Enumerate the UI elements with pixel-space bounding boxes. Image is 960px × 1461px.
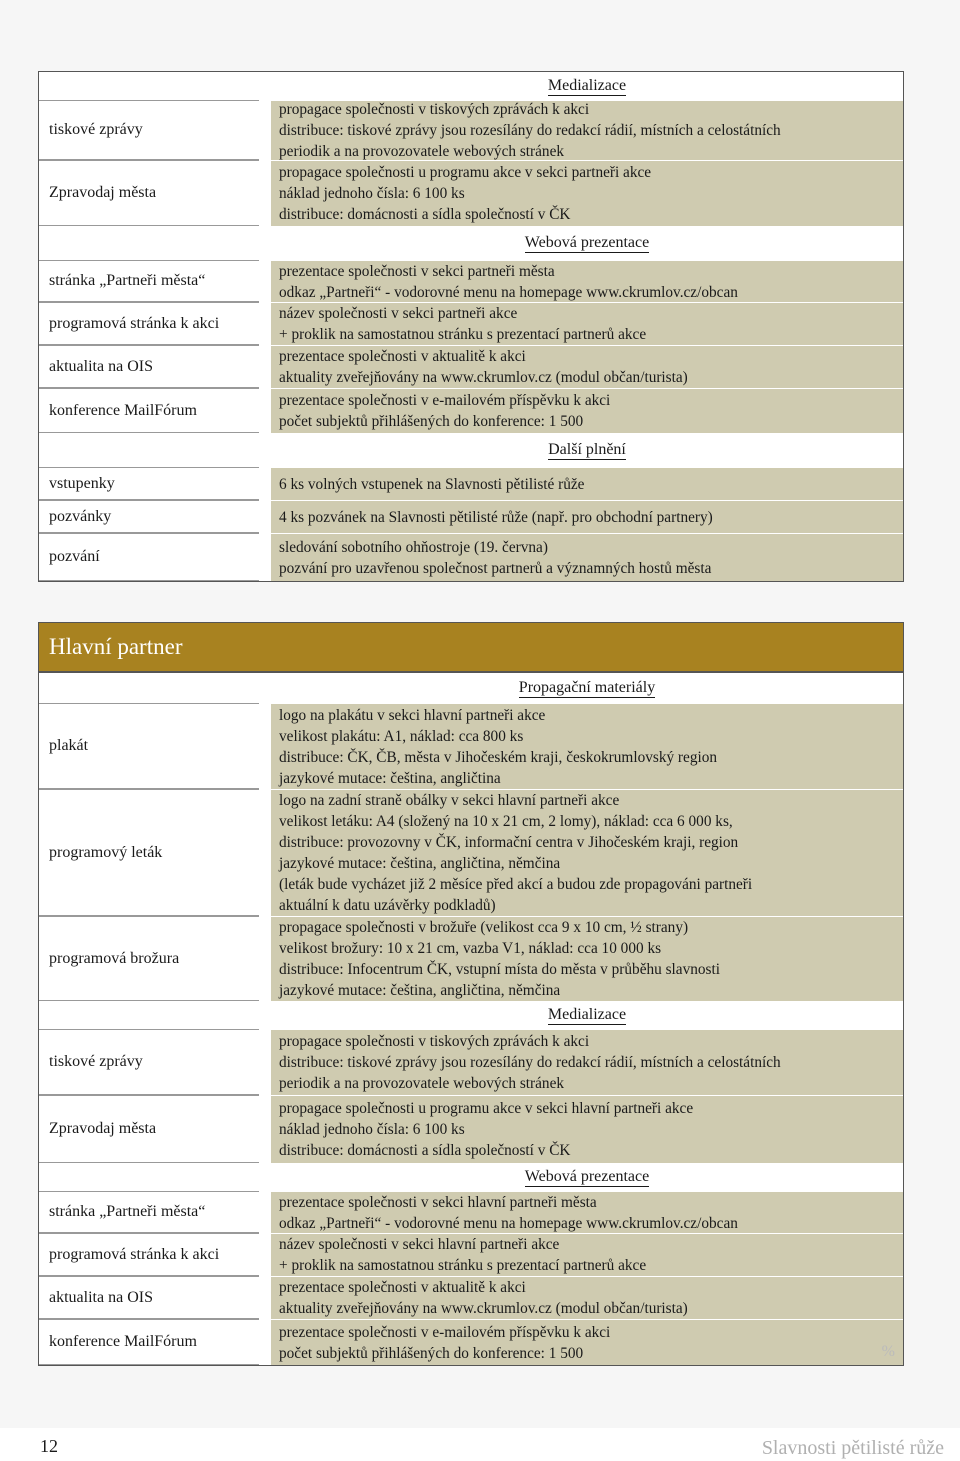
row-description — [271, 500, 903, 533]
description-line: (leták bude vycházet již 2 měsíce před akcí a budou zde propagováni partneři — [279, 876, 753, 893]
row-description — [271, 703, 903, 789]
description-line: aktuální k datu uzávěrky podkladů) — [279, 897, 496, 914]
section-header-medializace — [271, 72, 903, 100]
row-description — [271, 1276, 903, 1319]
description-line: prezentace společnosti v aktualitě k akci — [279, 348, 526, 365]
row-label: pozvání — [39, 533, 259, 581]
description-line: náklad jednoho čísla: 6 100 ks — [279, 185, 465, 202]
row-description — [271, 1233, 903, 1276]
row-description — [271, 1095, 903, 1163]
description-line: prezentace společnosti v e-mailovém příspěvku k akci — [279, 392, 611, 409]
section-header-label: Medializace — [547, 1006, 627, 1023]
section-title: Hlavní partner — [38, 622, 904, 672]
description-line: jazykové mutace: čeština, angličtina — [279, 769, 501, 787]
row-label: tiskové zprávy — [39, 1029, 259, 1095]
section-header-label: Webová prezentace — [524, 234, 650, 251]
row-description — [271, 1319, 903, 1365]
section-header-label: Webová prezentace — [524, 1168, 650, 1185]
row-description — [271, 533, 903, 581]
percent-mark: % — [881, 1343, 895, 1360]
row-label: konference MailFórum — [39, 1319, 259, 1365]
row-description — [271, 789, 903, 916]
row-label: stránka „Partneři města“ — [39, 260, 259, 302]
row-description — [271, 1029, 903, 1095]
description-line: distribuce: tiskové zprávy jsou rozesílány do redakcí rádií, místních a celostátních — [279, 1054, 781, 1071]
row-label: aktualita na OIS — [39, 1276, 259, 1319]
description-line: odkaz „Partneři“ - vodorovné menu na homepage www.ckrumlov.cz/obcan — [279, 1214, 738, 1232]
description-line: logo na plakátu v sekci hlavní partneři akce — [279, 706, 546, 724]
section-header-label: Medializace — [547, 77, 627, 94]
description-line: aktuality zveřejňovány na www.ckrumlov.cz (modul občan/turista) — [279, 369, 688, 386]
description-line: + proklik na samostatnou stránku s prezentací partnerů akce — [279, 1257, 647, 1274]
description-line: propagace společnosti v tiskových zprávách k akci — [279, 1033, 590, 1050]
description-line: pozvání pro uzavřenou společnost partnerů a významných hostů města — [279, 559, 712, 577]
description-line: sledování sobotního ohňostroje (19. června) — [279, 538, 548, 556]
description-line: propagace společnosti v brožuře (velikost cca 9 x 10 cm, ½ strany) — [279, 919, 689, 936]
description-line: distribuce: domácnosti a sídla společností v ČK — [279, 206, 571, 223]
row-label: vstupenky — [39, 467, 259, 500]
description-line: + proklik na samostatnou stránku s prezentací partnerů akce — [279, 326, 647, 343]
description-line: prezentace společnosti v sekci partneři města — [279, 262, 555, 280]
row-description — [271, 260, 903, 302]
row-description — [271, 1191, 903, 1233]
description-line: 6 ks volných vstupenek na Slavnosti pětilisté růže — [279, 475, 585, 493]
row-label: aktualita na OIS — [39, 345, 259, 388]
description-line: název společnosti v sekci hlavní partneři akce — [279, 1236, 560, 1253]
description-line: jazykové mutace: čeština, angličtina, němčina — [279, 982, 561, 999]
description-line: distribuce: tiskové zprávy jsou rozesílány do redakcí rádií, místních a celostátních — [279, 122, 781, 139]
description-line: prezentace společnosti v aktualitě k akci — [279, 1279, 526, 1296]
footer-title: Slavnosti pětilisté růže — [761, 1437, 944, 1459]
row-label: tiskové zprávy — [39, 100, 259, 160]
description-line: periodik a na provozovatele webových stránek — [279, 1075, 565, 1092]
section-header-propag — [271, 673, 903, 703]
section-header-web — [271, 1163, 903, 1191]
row-description — [271, 100, 903, 160]
row-label: pozvánky — [39, 500, 259, 533]
description-line: náklad jednoho čísla: 6 100 ks — [279, 1121, 465, 1138]
row-description — [271, 467, 903, 500]
description-line: prezentace společnosti v e-mailovém příspěvku k akci — [279, 1323, 611, 1341]
row-description — [271, 160, 903, 226]
section-header-dalsi — [271, 433, 903, 467]
description-line: počet subjektů přihlášených do konference: 1 500 — [279, 413, 584, 430]
description-line: propagace společnosti u programu akce v sekci hlavní partneři akce — [279, 1100, 694, 1117]
page-number: 12 — [40, 1436, 58, 1456]
section-header-medializace — [271, 1001, 903, 1029]
row-label: Zpravodaj města — [39, 1095, 259, 1163]
row-description — [271, 302, 903, 345]
row-label: stránka „Partneři města“ — [39, 1191, 259, 1233]
section-header-label: Propagační materiály — [518, 679, 656, 696]
row-description — [271, 916, 903, 1001]
description-line: jazykové mutace: čeština, angličtina, němčina — [279, 855, 561, 872]
row-label: konference MailFórum — [39, 388, 259, 433]
section-header-label: Další plnění — [548, 441, 626, 458]
description-line: velikost brožury: 10 x 21 cm, vazba V1, náklad: cca 10 000 ks — [279, 940, 662, 957]
description-line: distribuce: provozovny v ČK, informační centra v Jihočeském kraji, region — [279, 834, 739, 851]
section-header-web — [271, 226, 903, 260]
row-label: Zpravodaj města — [39, 160, 259, 226]
row-label: programová stránka k akci — [39, 302, 259, 345]
description-line: počet subjektů přihlášených do konference: 1 500 — [279, 1344, 584, 1362]
description-line: distribuce: domácnosti a sídla společností v ČK — [279, 1142, 571, 1159]
main-partner-table — [38, 672, 904, 1366]
row-label: programový leták — [39, 789, 259, 916]
row-label: programová stránka k akci — [39, 1233, 259, 1276]
row-label: plakát — [39, 703, 259, 789]
description-line: aktuality zveřejňovány na www.ckrumlov.cz (modul občan/turista) — [279, 1300, 688, 1317]
description-line: periodik a na provozovatele webových stránek — [279, 143, 565, 160]
description-line: distribuce: Infocentrum ČK, vstupní místa do města v průběhu slavnosti — [279, 961, 720, 978]
description-line: odkaz „Partneři“ - vodorovné menu na homepage www.ckrumlov.cz/obcan — [279, 283, 738, 301]
description-line: prezentace společnosti v sekci hlavní partneři města — [279, 1193, 597, 1211]
row-label: programová brožura — [39, 916, 259, 1001]
description-line: 4 ks pozvánek na Slavnosti pětilisté růže (např. pro obchodní partnery) — [279, 508, 713, 526]
row-description — [271, 345, 903, 388]
description-line: distribuce: ČK, ČB, města v Jihočeském kraji, českokrumlovský region — [279, 748, 718, 766]
description-line: propagace společnosti v tiskových zprávách k akci — [279, 101, 590, 118]
description-line: velikost letáku: A4 (složený na 10 x 21 cm, 2 lomy), náklad: cca 6 000 ks, — [279, 813, 733, 830]
description-line: velikost plakátu: A1, náklad: cca 800 ks — [279, 727, 524, 745]
row-description — [271, 388, 903, 433]
description-line: logo na zadní straně obálky v sekci hlavní partneři akce — [279, 792, 620, 809]
partner-table — [38, 71, 904, 582]
description-line: název společnosti v sekci partneři akce — [279, 305, 518, 322]
description-line: propagace společnosti u programu akce v sekci partneři akce — [279, 164, 652, 181]
